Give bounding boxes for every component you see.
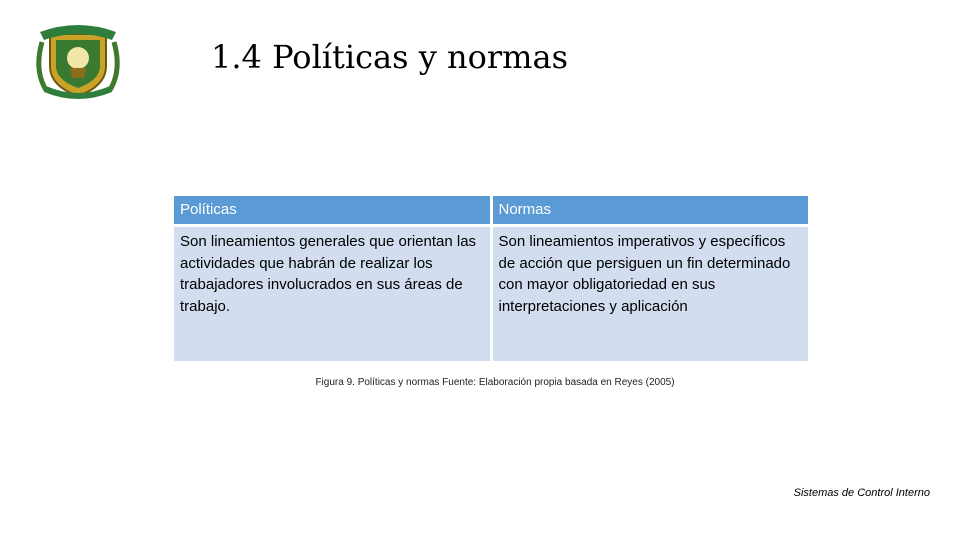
policies-norms-table xyxy=(171,193,811,364)
table-header-row xyxy=(174,196,808,224)
header-politicas: Políticas xyxy=(174,196,490,224)
cell-normas-definition: Son lineamientos imperativos y específicos de acción que persiguen un fin determinado con mayor obligatoriedad en sus interpretaciones y aplicación xyxy=(493,227,809,361)
cell-politicas-definition: Son lineamientos generales que orientan las actividades que habrán de realizar los trabajadores involucrados en sus áreas de trabajo. xyxy=(174,227,490,361)
footer-course-title: Sistemas de Control Interno xyxy=(793,487,930,499)
table-row xyxy=(174,227,808,361)
institution-seal-logo xyxy=(32,20,124,100)
header-normas: Normas xyxy=(493,196,809,224)
slide-title: 1.4 Políticas y normas xyxy=(211,38,568,76)
figure-caption: Figura 9. Políticas y normas Fuente: Elaboración propia basada en Reyes (2005) xyxy=(315,377,675,388)
